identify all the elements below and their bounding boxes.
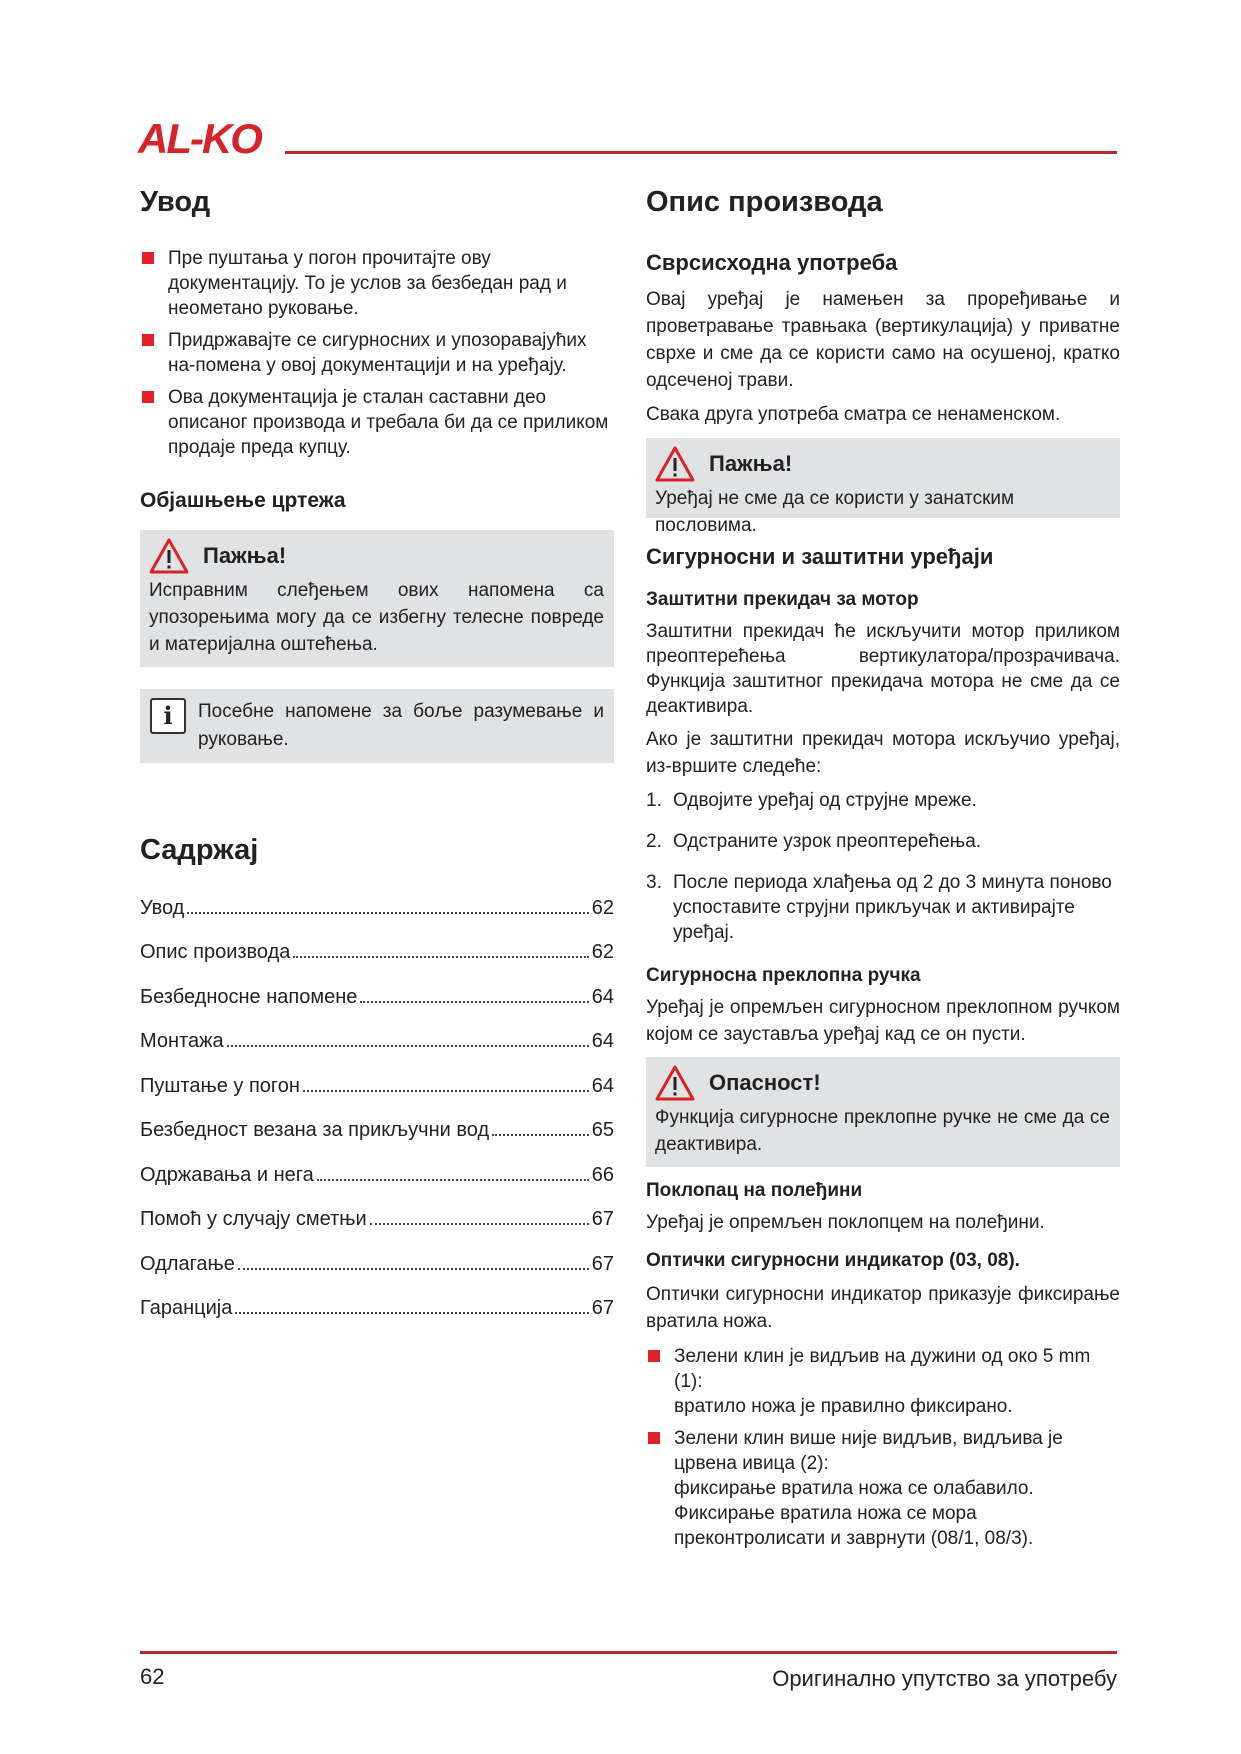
footer-doc-title: Оригинално упутство за употребу <box>772 1666 1117 1691</box>
info-icon: i <box>150 698 186 734</box>
toc-row: Помоћ у случају сметњи 67 <box>140 1208 614 1231</box>
bullet-square-icon <box>648 1432 660 1444</box>
bullet-square-icon <box>142 391 154 403</box>
back-flap-text: Уређај је опремљен поклопцем на полеђини. <box>646 1211 1045 1233</box>
handle-text: Уређај је опремљен сигурносном преклопном ручком којом се зауставља уређај кад се он пусти. <box>646 997 1120 1046</box>
indicator-title: Оптички сигурносни индикатор (03, 08). <box>646 1249 1020 1271</box>
toc-list <box>140 894 614 1339</box>
toc-title: Садржај <box>140 833 259 866</box>
list-item: 2. Одстраните узрок преоптерећења. <box>646 831 982 853</box>
intended-use-text: Овај уређај је намењен за проређивање и проветравање травњака (вертикулација) у приватне сврхе и сме да се користи само на осушеној, кратко одсеченој трави. <box>646 289 1120 392</box>
intro-title: Увод <box>140 186 211 218</box>
toc-row: Гаранција 67 <box>140 1297 614 1320</box>
indicator-bullets <box>646 1344 1120 1551</box>
intended-use-title: Сврсисходна употреба <box>646 249 898 275</box>
danger-triangle-icon <box>655 1065 695 1101</box>
warning-triangle-icon <box>149 538 189 574</box>
page-number: 62 <box>140 1664 165 1689</box>
list-item: Ова документација је сталан саставни део описаног производа и требала би да се приликом продаје преда купцу. <box>140 385 614 460</box>
footer-rule <box>140 1651 1117 1654</box>
list-item: Придржавајте се сигурносних и упозоравајућих на-помена у овој документацији и на уређају. <box>140 328 614 378</box>
bullet-square-icon <box>142 252 154 264</box>
intro-bullets <box>140 246 614 460</box>
info-text: Посебне напомене за боље разумевање и руковање. <box>198 700 604 750</box>
toc-row: Одлагање 67 <box>140 1252 614 1275</box>
warning-title: Пажња! <box>709 451 793 477</box>
list-item: 3. После периода хлађења од 2 до 3 минута поново успоставите струјни прикључак и активирајте уређај. <box>646 872 1112 944</box>
bullet-square-icon <box>142 334 154 346</box>
danger-text: Функција сигурносне преклопне ручке не сме да се деактивира. <box>655 1107 1110 1156</box>
header-rule <box>285 151 1117 154</box>
list-item: 1. Одвојите уређај од струјне мреже. <box>646 790 977 812</box>
legend-title: Објашњење цртежа <box>140 488 346 512</box>
safety-devices-title: Сигурносни и заштитни уређаји <box>646 544 994 570</box>
warning-text: Уређај не сме да се користи у занатским пословима. <box>655 488 1015 537</box>
warning-box <box>646 438 1120 537</box>
left-column <box>140 185 614 1339</box>
toc-row: Монтажа 64 <box>140 1030 614 1053</box>
toc-row: Безбедносне напомене 64 <box>140 985 614 1008</box>
list-item: Зелени клин више није видљив, видљива је црвена ивица (2): фиксирање вратила ножа се олабавило. Фиксирање вратила ножа се мора преконтролисати и заврнути (08/1, 08/3). <box>646 1426 1120 1551</box>
info-box <box>140 689 614 763</box>
warning-box <box>140 530 614 667</box>
toc-row: Увод 62 <box>140 896 614 919</box>
indicator-text: Оптички сигурносни индикатор приказује фиксирање вратила ножа. <box>646 1283 1120 1332</box>
motor-switch-title: Заштитни прекидач за мотор <box>646 588 919 610</box>
product-description-title: Опис производа <box>646 186 883 218</box>
back-flap-title: Поклопац на полеђини <box>646 1180 863 1202</box>
bullet-square-icon <box>648 1350 660 1362</box>
right-column <box>646 185 1120 1558</box>
warning-title: Пажња! <box>203 542 287 568</box>
toc-row: Пуштање у погон 64 <box>140 1074 614 1097</box>
alko-logo: AL-KO <box>138 115 261 162</box>
danger-box <box>646 1057 1120 1167</box>
toc-row: Безбедност везана за прикључни вод 65 <box>140 1119 614 1142</box>
motor-switch-text: Заштитни прекидач ће искључити мотор приликом преоптерећења вертикулатора/прозрачивача. Функција заштитног прекидача мотора не сме да се деактивира. <box>646 621 1120 718</box>
toc-row: Одржавања и нега 66 <box>140 1163 614 1186</box>
list-item: Пре пуштања у погон прочитајте ову документацију. То је услов за безбедан рад и неометано руковање. <box>140 246 614 321</box>
warning-triangle-icon <box>655 446 695 482</box>
motor-switch-steps-intro: Ако је заштитни прекидач мотора искључио уређај, из-вршите следеће: <box>646 729 1120 778</box>
steps-list <box>646 788 1120 945</box>
warning-text: Исправним слеђењем ових напомена са упозорењима могу да се избегну телесне повреде и материјална оштећења. <box>149 579 604 655</box>
list-item: Зелени клин је видљив на дужини од око 5 mm (1): вратило ножа је правилно фиксирано. <box>646 1344 1120 1419</box>
handle-title: Сигурносна преклопна ручка <box>646 965 921 987</box>
toc-row: Опис производа 62 <box>140 941 614 964</box>
misuse-text: Свака друга употреба сматра се ненаменском. <box>646 404 1061 426</box>
danger-title: Опасност! <box>709 1070 821 1096</box>
